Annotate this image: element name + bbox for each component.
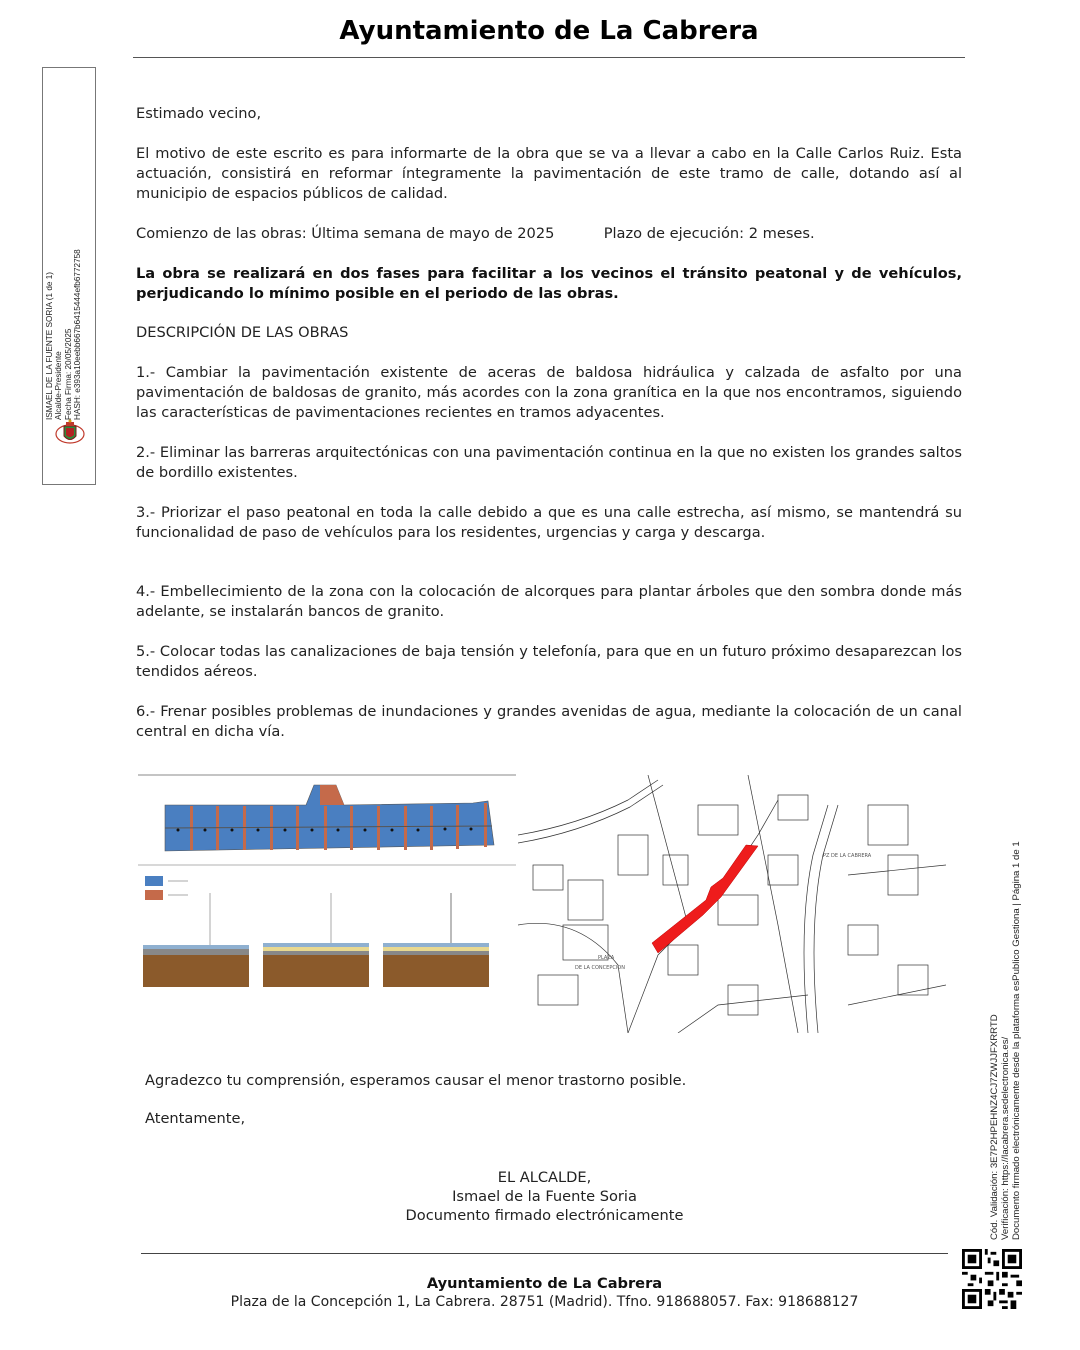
sign-off: Atentamente, xyxy=(145,1110,246,1127)
stamp-date: Fecha Firma: 20/05/2025 xyxy=(63,328,73,420)
page-title: Ayuntamiento de La Cabrera xyxy=(339,16,759,46)
qr-code-icon[interactable] xyxy=(962,1249,1022,1309)
paving-plan-drawing xyxy=(138,773,518,1031)
work-item-3: 3.- Priorizar el paso peatonal en toda la calle debido a que es una calle estrecha, así mismo, se mantendrá su funcionalidad de paso de vehículos para los residentes, urgencias y carga y descarga. xyxy=(136,504,962,541)
start-date: Comienzo de las obras: Última semana de mayo de 2025 xyxy=(136,225,555,242)
map-label-cabrera: PZ DE LA CABRERA xyxy=(823,853,872,859)
footer-org-name: Ayuntamiento de La Cabrera xyxy=(426,1275,663,1292)
location-map xyxy=(518,775,946,1033)
work-item-5: 5.- Colocar todas las canalizaciones de baja tensión y telefonía, para que en un futuro próximo desaparezcan los tendidos aéreos. xyxy=(136,643,962,680)
stamp-role: Alcalde-Presidente xyxy=(54,351,64,420)
intro-paragraph: El motivo de este escrito es para informarte de la obra que se va a llevar a cabo en la Calle Carlos Ruiz. Esta actuación, consistirá en reformar íntegramente la pavimentación de este tramo de calle, dotando así al municipio de espacios públicos de calidad. xyxy=(136,145,962,202)
platform-note: Documento firmado electrónicamente desde la plataforma esPublico Gestiona | Página 1 de 1 xyxy=(1010,841,1022,1240)
validation-code: Cód. Validación: 3E7P2HPEHNZ4CJ7ZWJJFXRRTD xyxy=(989,1014,1000,1240)
greeting: Estimado vecino, xyxy=(136,105,262,122)
map-label-plaza: PLAZA xyxy=(598,955,615,961)
section-heading: DESCRIPCIÓN DE LAS OBRAS xyxy=(136,324,349,341)
signature-stamp-text xyxy=(45,249,82,420)
title-divider xyxy=(133,57,965,58)
schedule-line xyxy=(136,224,962,244)
phases-notice: La obra se realizará en dos fases para facilitar a los vecinos el tránsito peatonal y de vehículos, perjudicando lo mínimo posible en el periodo de las obras. xyxy=(136,265,962,302)
signature-name: Ismael de la Fuente Soria xyxy=(452,1188,637,1205)
municipal-crest-icon xyxy=(53,416,87,450)
closing-paragraph: Agradezco tu comprensión, esperamos causar el menor trastorno posible. xyxy=(145,1072,687,1089)
verification-text xyxy=(990,841,1022,1240)
footer-divider xyxy=(141,1253,948,1254)
work-item-2: 2.- Eliminar las barreras arquitectónicas con una pavimentación continua en la que no existen los grandes saltos de bordillo existentes. xyxy=(136,444,962,481)
duration: Plazo de ejecución: 2 meses. xyxy=(603,225,815,242)
signature-role: EL ALCALDE, xyxy=(497,1169,592,1186)
work-item-4: 4.- Embellecimiento de la zona con la colocación de alcorques para plantar árboles que den sombra donde más adelante, se instalarán bancos de granito. xyxy=(136,583,962,620)
stamp-hash: HASH: e393a10eebb667b6415444efb6772758 xyxy=(72,249,82,420)
stamp-signer: ISMAEL DE LA FUENTE SORIA (1 de 1) xyxy=(45,271,54,420)
map-label-concepcion: DE LA CONCEPCION xyxy=(575,965,625,971)
signature-stamp xyxy=(42,67,96,485)
work-item-6: 6.- Frenar posibles problemas de inundaciones y grandes avenidas de agua, mediante la colocación de un canal central en dicha vía. xyxy=(136,703,962,740)
verification-url[interactable]: Verificación: https://lacabrera.sedelectronica.es/ xyxy=(999,1036,1011,1240)
signature-note: Documento firmado electrónicamente xyxy=(405,1207,684,1224)
footer-address: Plaza de la Concepción 1, La Cabrera. 28751 (Madrid). Tfno. 918688057. Fax: 918688127 xyxy=(230,1294,859,1310)
work-item-1: 1.- Cambiar la pavimentación existente de aceras de baldosa hidráulica y calzada de asfalto por una pavimentación de baldosas de granito, más acordes con la zona granítica en la que nos encontramos, siguiendo las características de pavimentaciones recientes en tramos adyacentes. xyxy=(136,364,962,421)
